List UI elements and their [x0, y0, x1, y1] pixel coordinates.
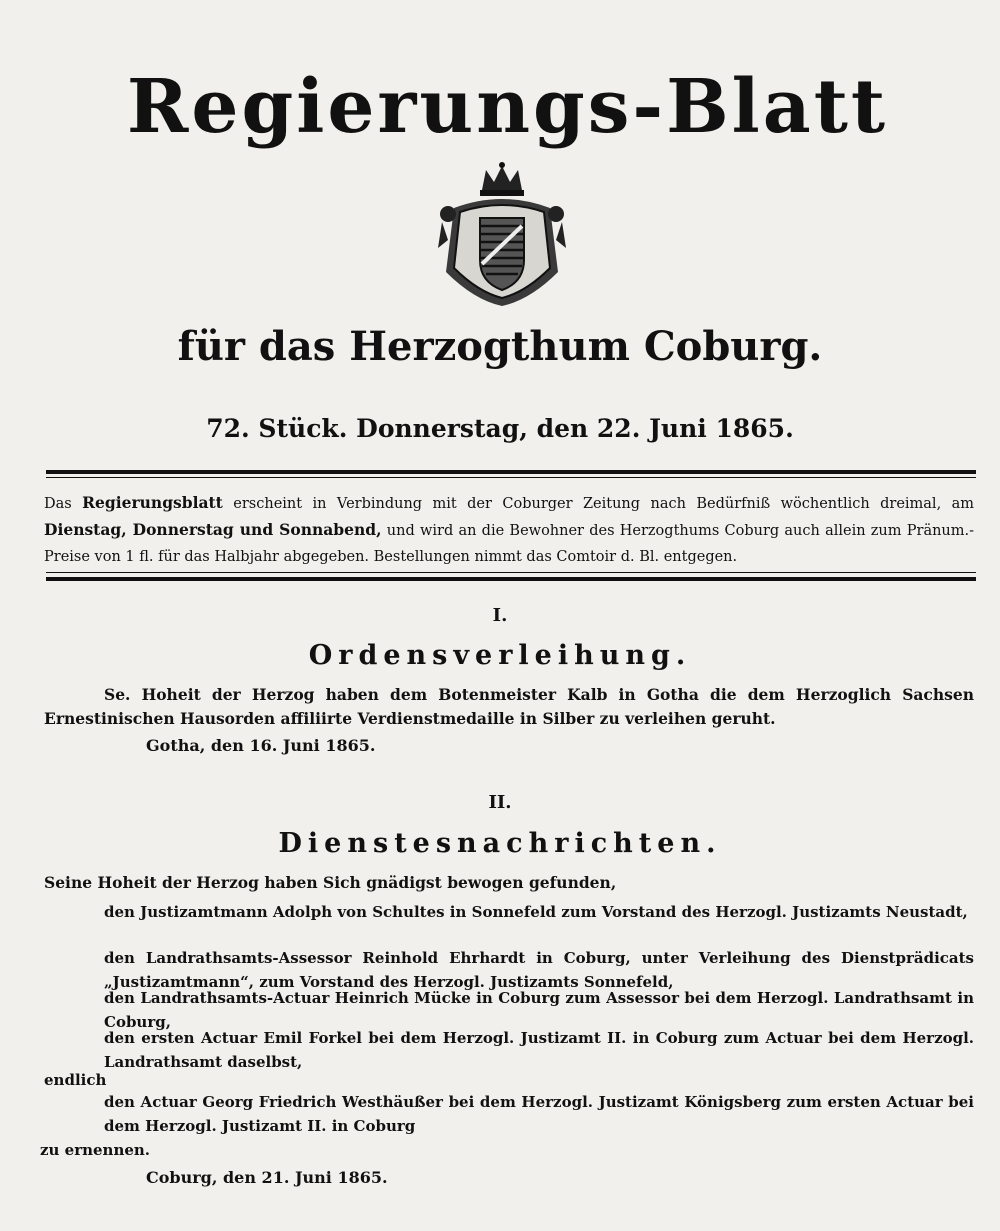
notice-publication-name: Regierungsblatt — [82, 493, 223, 512]
divider — [46, 477, 976, 478]
issue-line: 72. Stück. Donnerstag, den 22. Juni 1865. — [206, 414, 794, 443]
section-title: Dienstesnachrichten. — [278, 828, 722, 859]
masthead-subtitle: für das Herzogthum Coburg. — [177, 323, 823, 370]
section-closing: zu ernennen. — [40, 1141, 151, 1159]
section-intro: Seine Hoheit der Herzog haben Sich gnädigst bewogen gefunden, — [44, 873, 617, 892]
notice-text: Das — [44, 496, 72, 512]
section-number: I. — [492, 605, 508, 626]
divider — [46, 572, 976, 573]
list-item: den Landrathsamts-Assessor Reinhold Ehrhardt in Coburg, unter Verleihung des Dienstprädicats „Justizamtmann“, zum Vorstand des Herzogl. Justizamts Sonnefeld, — [104, 949, 974, 991]
section-title: Ordensverleihung. — [308, 640, 692, 671]
divider — [46, 577, 976, 581]
section-date: Coburg, den 21. Juni 1865. — [146, 1168, 388, 1187]
notice-days: Dienstag, Donnerstag und Sonnabend, — [44, 520, 382, 539]
list-item: den Justizamtmann Adolph von Schultes in Sonnefeld zum Vorstand des Herzogl. Justizamts Neustadt, — [104, 903, 968, 921]
section-body: Se. Hoheit der Herzog haben dem Botenmeister Kalb in Gotha die dem Herzoglich Sachsen Ernestinischen Hausorden affiliirte Verdienstmedaille in Silber zu verleihen geruht. — [44, 685, 974, 728]
list-item: den Landrathsamts-Actuar Heinrich Mücke in Coburg zum Assessor bei dem Herzogl. Landrathsamt in Coburg, — [104, 989, 974, 1031]
notice-text: erscheint in Verbindung mit der Coburger Zeitung nach Bedürfniß wöchentlich dreimal, am — [233, 496, 975, 512]
section-number: II. — [488, 792, 512, 813]
publication-notice — [44, 490, 974, 570]
list-item: den Actuar Georg Friedrich Westhäußer bei dem Herzogl. Justizamt Königsberg zum ersten Actuar bei dem Herzogl. Justizamt II. in Coburg — [104, 1093, 974, 1135]
masthead-title: Regierungs-Blatt — [126, 64, 889, 150]
section-date: Gotha, den 16. Juni 1865. — [146, 736, 376, 755]
divider — [46, 470, 976, 474]
coat-of-arms-icon — [434, 160, 570, 310]
section-connector: endlich — [44, 1071, 107, 1089]
list-item: den ersten Actuar Emil Forkel bei dem Herzogl. Justizamt II. in Coburg zum Actuar bei dem Herzogl. Landrathsamt daselbst, — [104, 1029, 974, 1071]
notice-text: und wird an die Bewohner des Herzogthums Coburg auch allein zum Pränum.-Preise von 1 fl. für das Halbjahr abgegeben. Bestellungen nimmt das Comtoir d. Bl. entgegen. — [44, 523, 975, 565]
